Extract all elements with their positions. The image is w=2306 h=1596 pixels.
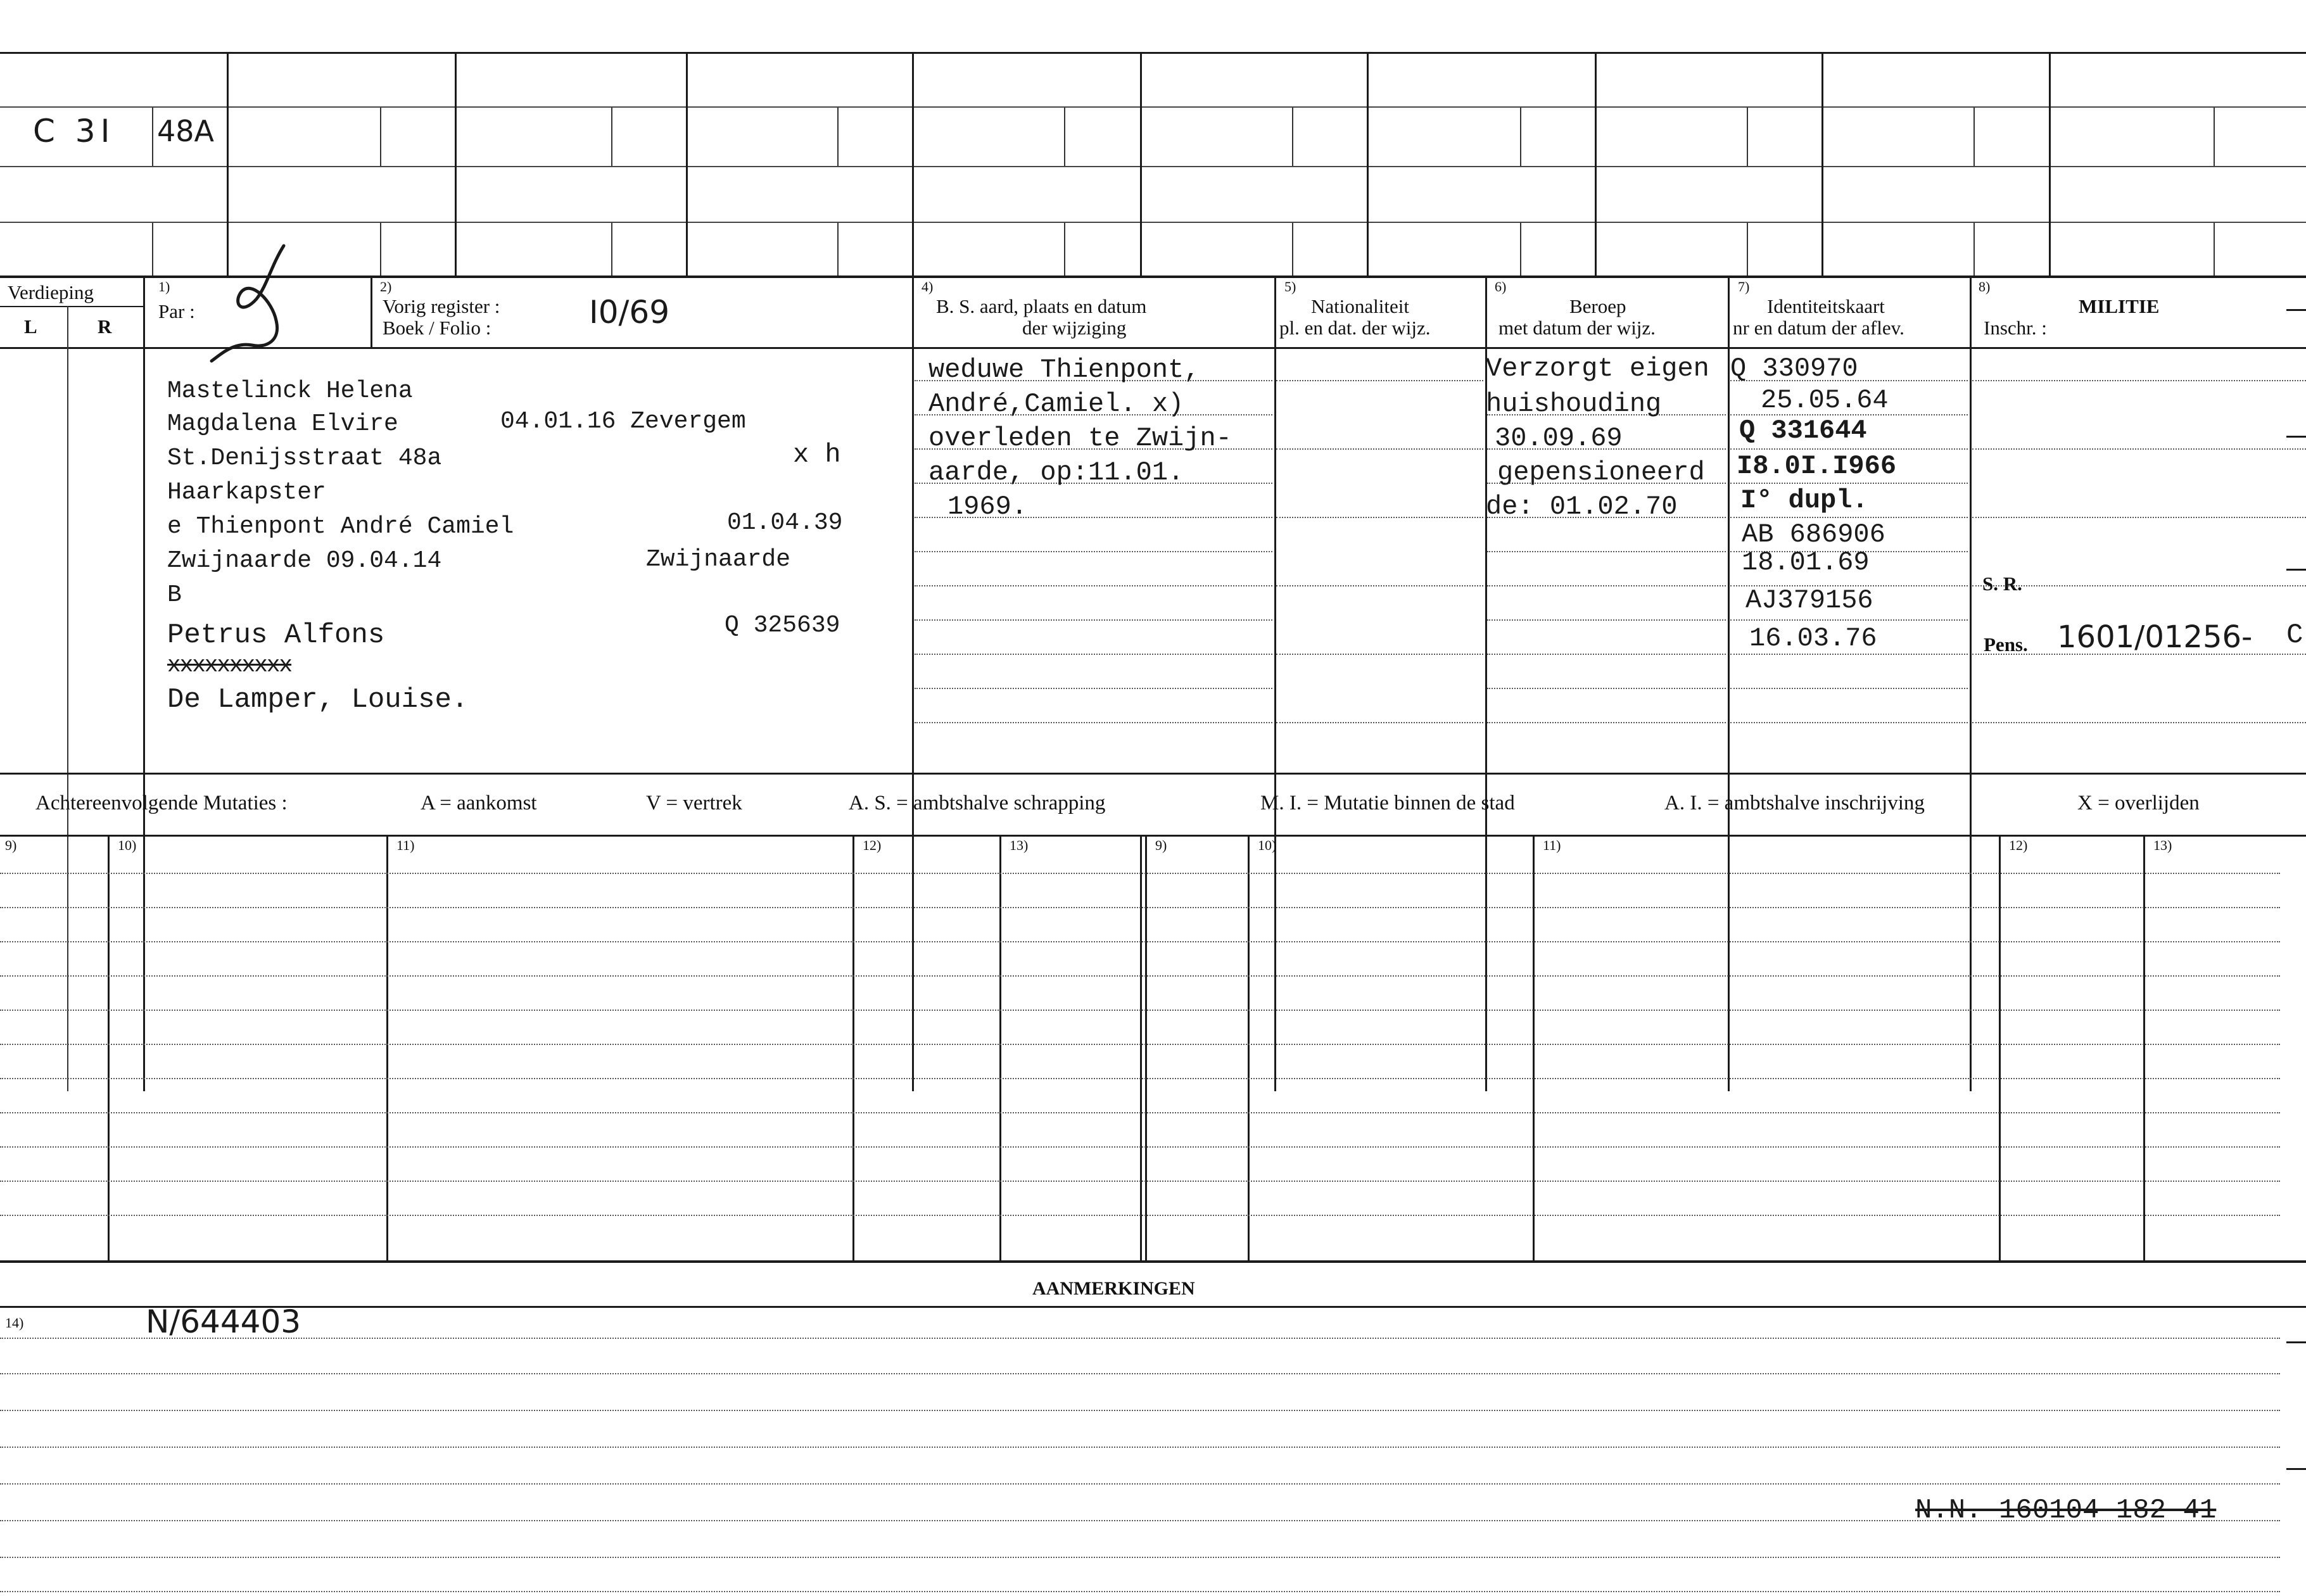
field-number: 8) bbox=[1979, 279, 1991, 294]
wijziging-line: 1969. bbox=[947, 491, 1028, 522]
mutatie-row bbox=[0, 873, 2280, 874]
mutatie-row bbox=[0, 1010, 2280, 1011]
grid-vtick bbox=[1747, 108, 1748, 166]
row-line bbox=[1487, 619, 1726, 621]
mutatie-vline bbox=[1999, 836, 2001, 1260]
mutatie-row bbox=[0, 1044, 2280, 1045]
card-code: C 3I bbox=[33, 113, 115, 149]
mutatie-row bbox=[0, 1078, 2280, 1079]
person-line: B bbox=[167, 581, 182, 609]
wijziging-line: André,Camiel. x) bbox=[928, 389, 1184, 419]
q-number: Q 325639 bbox=[725, 612, 840, 639]
person-name-line: Magdalena Elvire bbox=[167, 410, 398, 438]
field-number: 1) bbox=[158, 279, 170, 294]
mutaties-bottom-line bbox=[0, 1260, 2306, 1263]
mutatie-row bbox=[0, 1181, 2280, 1182]
field-number: 14) bbox=[5, 1315, 24, 1331]
birth-date-place: 04.01.16 Zevergem bbox=[500, 408, 746, 435]
person-name-line: Mastelinck Helena bbox=[167, 377, 413, 405]
header-line bbox=[0, 276, 2306, 278]
aanmerkingen-row bbox=[0, 1591, 2280, 1592]
grid-vline bbox=[912, 52, 914, 277]
edge-tick bbox=[2286, 1341, 2306, 1343]
parent-line: Petrus Alfons bbox=[167, 619, 385, 651]
section-line bbox=[0, 773, 2306, 775]
mutatie-col-num: 11) bbox=[1543, 837, 1561, 853]
bs-label-2: der wijziging bbox=[1022, 317, 1127, 339]
identiteitskaart-label-2: nr en datum der aflev. bbox=[1733, 317, 1904, 339]
field-number: 5) bbox=[1284, 279, 1296, 294]
id-line: I8.0I.I966 bbox=[1737, 451, 1897, 481]
wijziging-line: overleden te Zwijn- bbox=[928, 423, 1232, 453]
grid-vtick bbox=[1064, 108, 1065, 166]
mutatie-row bbox=[0, 1112, 2280, 1113]
aanmerkingen-row bbox=[0, 1557, 2280, 1558]
national-number: N.N. 160104 182 41 bbox=[1915, 1495, 2217, 1526]
floor-r-label: R bbox=[98, 315, 112, 338]
grid-vtick bbox=[1064, 223, 1065, 276]
row-line bbox=[1730, 688, 1968, 689]
mutatie-row bbox=[0, 941, 2280, 942]
boek-folio-value: I0/69 bbox=[589, 294, 670, 331]
row-line bbox=[1972, 517, 2306, 518]
row-line bbox=[1276, 380, 1483, 381]
row-line bbox=[915, 688, 1272, 689]
header-vline bbox=[371, 277, 372, 348]
header-vline bbox=[912, 277, 914, 1091]
edge-tick bbox=[2286, 436, 2306, 438]
row-line bbox=[915, 585, 1272, 586]
field-number: 2) bbox=[380, 279, 392, 294]
grid-vtick bbox=[837, 223, 839, 276]
edge-letter: C bbox=[2286, 619, 2303, 651]
top-border bbox=[0, 52, 2306, 54]
militie-label: MILITIE bbox=[2079, 295, 2160, 317]
grid-vtick bbox=[611, 223, 612, 276]
row-line bbox=[915, 722, 1272, 723]
beroep-line: Verzorgt eigen bbox=[1486, 353, 1709, 384]
mutatie-row bbox=[0, 975, 2280, 977]
mutatie-vline bbox=[386, 836, 388, 1260]
grid-vtick bbox=[1973, 108, 1975, 166]
grid-vtick bbox=[1292, 223, 1293, 276]
beroep-line: de: 01.02.70 bbox=[1486, 491, 1678, 522]
mutatie-ai: A. I. = ambtshalve inschrijving bbox=[1664, 792, 1925, 814]
grid-vline bbox=[2049, 52, 2051, 277]
grid-vtick bbox=[1973, 223, 1975, 276]
grid-vline bbox=[686, 52, 688, 277]
nationaliteit-label: Nationaliteit bbox=[1311, 295, 1409, 317]
grid-vtick bbox=[152, 114, 153, 158]
header-vline bbox=[67, 306, 68, 1091]
field-number: 7) bbox=[1738, 279, 1750, 294]
row-line bbox=[915, 551, 1272, 552]
verdieping-divider bbox=[0, 306, 144, 307]
par-handwritten-mark bbox=[209, 241, 298, 367]
par-label: Par : bbox=[158, 300, 195, 322]
mutatie-vline bbox=[108, 836, 110, 1260]
nationaliteit-label-2: pl. en dat. der wijz. bbox=[1279, 317, 1431, 339]
mutatie-a: A = aankomst bbox=[421, 792, 537, 814]
edge-tick bbox=[2286, 309, 2306, 311]
household-mark: x h bbox=[793, 440, 841, 470]
mutatie-vline bbox=[1145, 836, 1147, 1260]
grid-vtick bbox=[837, 108, 839, 166]
row-line bbox=[1487, 722, 1726, 723]
beroep-line: 30.09.69 bbox=[1495, 423, 1623, 453]
grid-vline bbox=[1595, 52, 1597, 277]
grid-vline bbox=[455, 52, 457, 277]
aanmerkingen-row bbox=[0, 1338, 2280, 1339]
header-vline bbox=[1970, 277, 1972, 1091]
mutatie-col-num: 12) bbox=[2009, 837, 2028, 853]
row-line bbox=[1487, 688, 1726, 689]
id-line: Q 331644 bbox=[1739, 415, 1867, 446]
mutatie-col-num: 9) bbox=[5, 837, 17, 853]
mutatie-row bbox=[0, 907, 2280, 908]
occupation-line: Haarkapster bbox=[167, 479, 326, 506]
top-row-line bbox=[0, 106, 2306, 108]
id-line: AB 686906 bbox=[1742, 519, 1885, 550]
aanmerkingen-row bbox=[0, 1373, 2280, 1374]
row-line bbox=[1730, 517, 1968, 518]
mutatie-mi: M. I. = Mutatie binnen de stad bbox=[1260, 792, 1515, 814]
card-number: 48A bbox=[157, 114, 215, 148]
marriage-date: 01.04.39 bbox=[727, 509, 843, 536]
header-vline bbox=[143, 277, 145, 1091]
row-line bbox=[1972, 722, 2306, 723]
mutatie-as: A. S. = ambtshalve schrapping bbox=[849, 792, 1106, 814]
aanmerkingen-row bbox=[0, 1447, 2280, 1448]
beroep-line: gepensioneerd bbox=[1497, 457, 1705, 488]
row-line bbox=[915, 654, 1272, 655]
field-number: 4) bbox=[922, 279, 934, 294]
grid-vtick bbox=[611, 108, 612, 166]
grid-vtick bbox=[2214, 223, 2215, 276]
vorig-register-label: Vorig register : bbox=[383, 295, 500, 317]
id-line: I° dupl. bbox=[1740, 485, 1868, 516]
id-line: 18.01.69 bbox=[1742, 547, 1870, 578]
spouse-birth-line: Zwijnaarde 09.04.14 bbox=[167, 547, 442, 574]
grid-vtick bbox=[1520, 108, 1521, 166]
mutatie-vline bbox=[1140, 836, 1142, 1260]
identiteitskaart-label: Identiteitskaart bbox=[1767, 295, 1885, 317]
top-row-line bbox=[0, 166, 2306, 167]
row-line bbox=[1972, 380, 2306, 381]
grid-vline bbox=[1821, 52, 1823, 277]
grid-vtick bbox=[1292, 108, 1293, 166]
row-line bbox=[1972, 585, 2306, 586]
row-line bbox=[1972, 448, 2306, 450]
row-line bbox=[1730, 483, 1968, 484]
mutatie-col-num: 12) bbox=[863, 837, 882, 853]
grid-vline bbox=[1140, 52, 1142, 277]
bs-label: B. S. aard, plaats en datum bbox=[936, 295, 1147, 317]
mutatie-v: V = vertrek bbox=[646, 792, 742, 814]
row-line bbox=[1276, 722, 1483, 723]
row-line bbox=[1730, 448, 1968, 450]
header-vline bbox=[1274, 277, 1276, 1091]
aanmerkingen-line bbox=[0, 1306, 2306, 1308]
grid-vtick bbox=[2214, 108, 2215, 166]
row-line bbox=[1487, 654, 1726, 655]
spouse-place: Zwijnaarde bbox=[646, 546, 791, 573]
mutatie-col-num: 13) bbox=[2153, 837, 2172, 853]
mutatie-row bbox=[0, 1215, 2280, 1216]
mutatie-vline bbox=[1533, 836, 1535, 1260]
row-line bbox=[915, 619, 1272, 621]
sr-label: S. R. bbox=[1982, 573, 2022, 595]
row-line bbox=[1276, 585, 1483, 586]
verdieping-label: Verdieping bbox=[8, 281, 94, 303]
row-line bbox=[1276, 517, 1483, 518]
mutaties-top-line bbox=[0, 835, 2306, 837]
edge-tick bbox=[2286, 1468, 2306, 1470]
mutatie-col-num: 10) bbox=[1258, 837, 1277, 853]
id-line: AJ379156 bbox=[1745, 585, 1873, 616]
address-line: St.Denijsstraat 48a bbox=[167, 445, 442, 472]
pens-label: Pens. bbox=[1984, 633, 2028, 656]
beroep-label: Beroep bbox=[1569, 295, 1626, 317]
edge-tick bbox=[2286, 569, 2306, 571]
grid-vtick bbox=[152, 223, 153, 276]
id-line: Q 330970 bbox=[1730, 353, 1858, 384]
row-line bbox=[1730, 722, 1968, 723]
field-number: 6) bbox=[1495, 279, 1507, 294]
inschr-label: Inschr. : bbox=[1984, 317, 2047, 339]
mutaties-intro: Achtereenvolgende Mutaties : bbox=[35, 792, 288, 814]
aanmerkingen-value: N/644403 bbox=[146, 1303, 301, 1340]
grid-vtick bbox=[1747, 223, 1748, 276]
mutatie-col-num: 9) bbox=[1155, 837, 1167, 853]
mutatie-vline bbox=[2143, 836, 2145, 1260]
beroep-line: huishouding bbox=[1486, 389, 1662, 419]
grid-vtick bbox=[380, 108, 381, 166]
boek-folio-label: Boek / Folio : bbox=[383, 317, 491, 339]
mutatie-vline bbox=[1248, 836, 1250, 1260]
row-line bbox=[1730, 619, 1968, 621]
grid-vline bbox=[1367, 52, 1369, 277]
top-row-line bbox=[0, 222, 2306, 223]
wijziging-line: weduwe Thienpont, bbox=[928, 355, 1200, 385]
mutatie-x: X = overlijden bbox=[2077, 792, 2200, 814]
header-vline bbox=[1728, 277, 1730, 1091]
aanmerkingen-row bbox=[0, 1410, 2280, 1411]
wijziging-line: aarde, op:11.01. bbox=[928, 457, 1184, 488]
grid-vtick bbox=[1520, 223, 1521, 276]
grid-vtick bbox=[380, 223, 381, 276]
mutatie-vline bbox=[852, 836, 854, 1260]
id-line: 16.03.76 bbox=[1749, 623, 1877, 654]
mutatie-vline bbox=[999, 836, 1001, 1260]
mutatie-row bbox=[0, 1146, 2280, 1148]
row-line bbox=[1730, 654, 1968, 655]
aanmerkingen-title: AANMERKINGEN bbox=[1032, 1278, 1195, 1299]
struck-text: xxxxxxxxxx bbox=[167, 652, 292, 678]
mutatie-col-num: 10) bbox=[118, 837, 137, 853]
parent-line: De Lamper, Louise. bbox=[167, 684, 469, 716]
header-bottom-line bbox=[0, 347, 2306, 349]
spouse-line: e Thienpont André Camiel bbox=[167, 513, 514, 540]
aanmerkingen-row bbox=[0, 1483, 2280, 1485]
row-line bbox=[1487, 585, 1726, 586]
beroep-label-2: met datum der wijz. bbox=[1498, 317, 1656, 339]
mutatie-col-num: 11) bbox=[396, 837, 415, 853]
mutatie-col-num: 13) bbox=[1010, 837, 1029, 853]
row-line bbox=[1487, 551, 1726, 552]
row-line bbox=[1276, 654, 1483, 655]
pens-value: 1601/01256- bbox=[2057, 619, 2253, 655]
row-line bbox=[1276, 448, 1483, 450]
floor-l-label: L bbox=[24, 315, 37, 338]
id-line: 25.05.64 bbox=[1761, 385, 1889, 415]
